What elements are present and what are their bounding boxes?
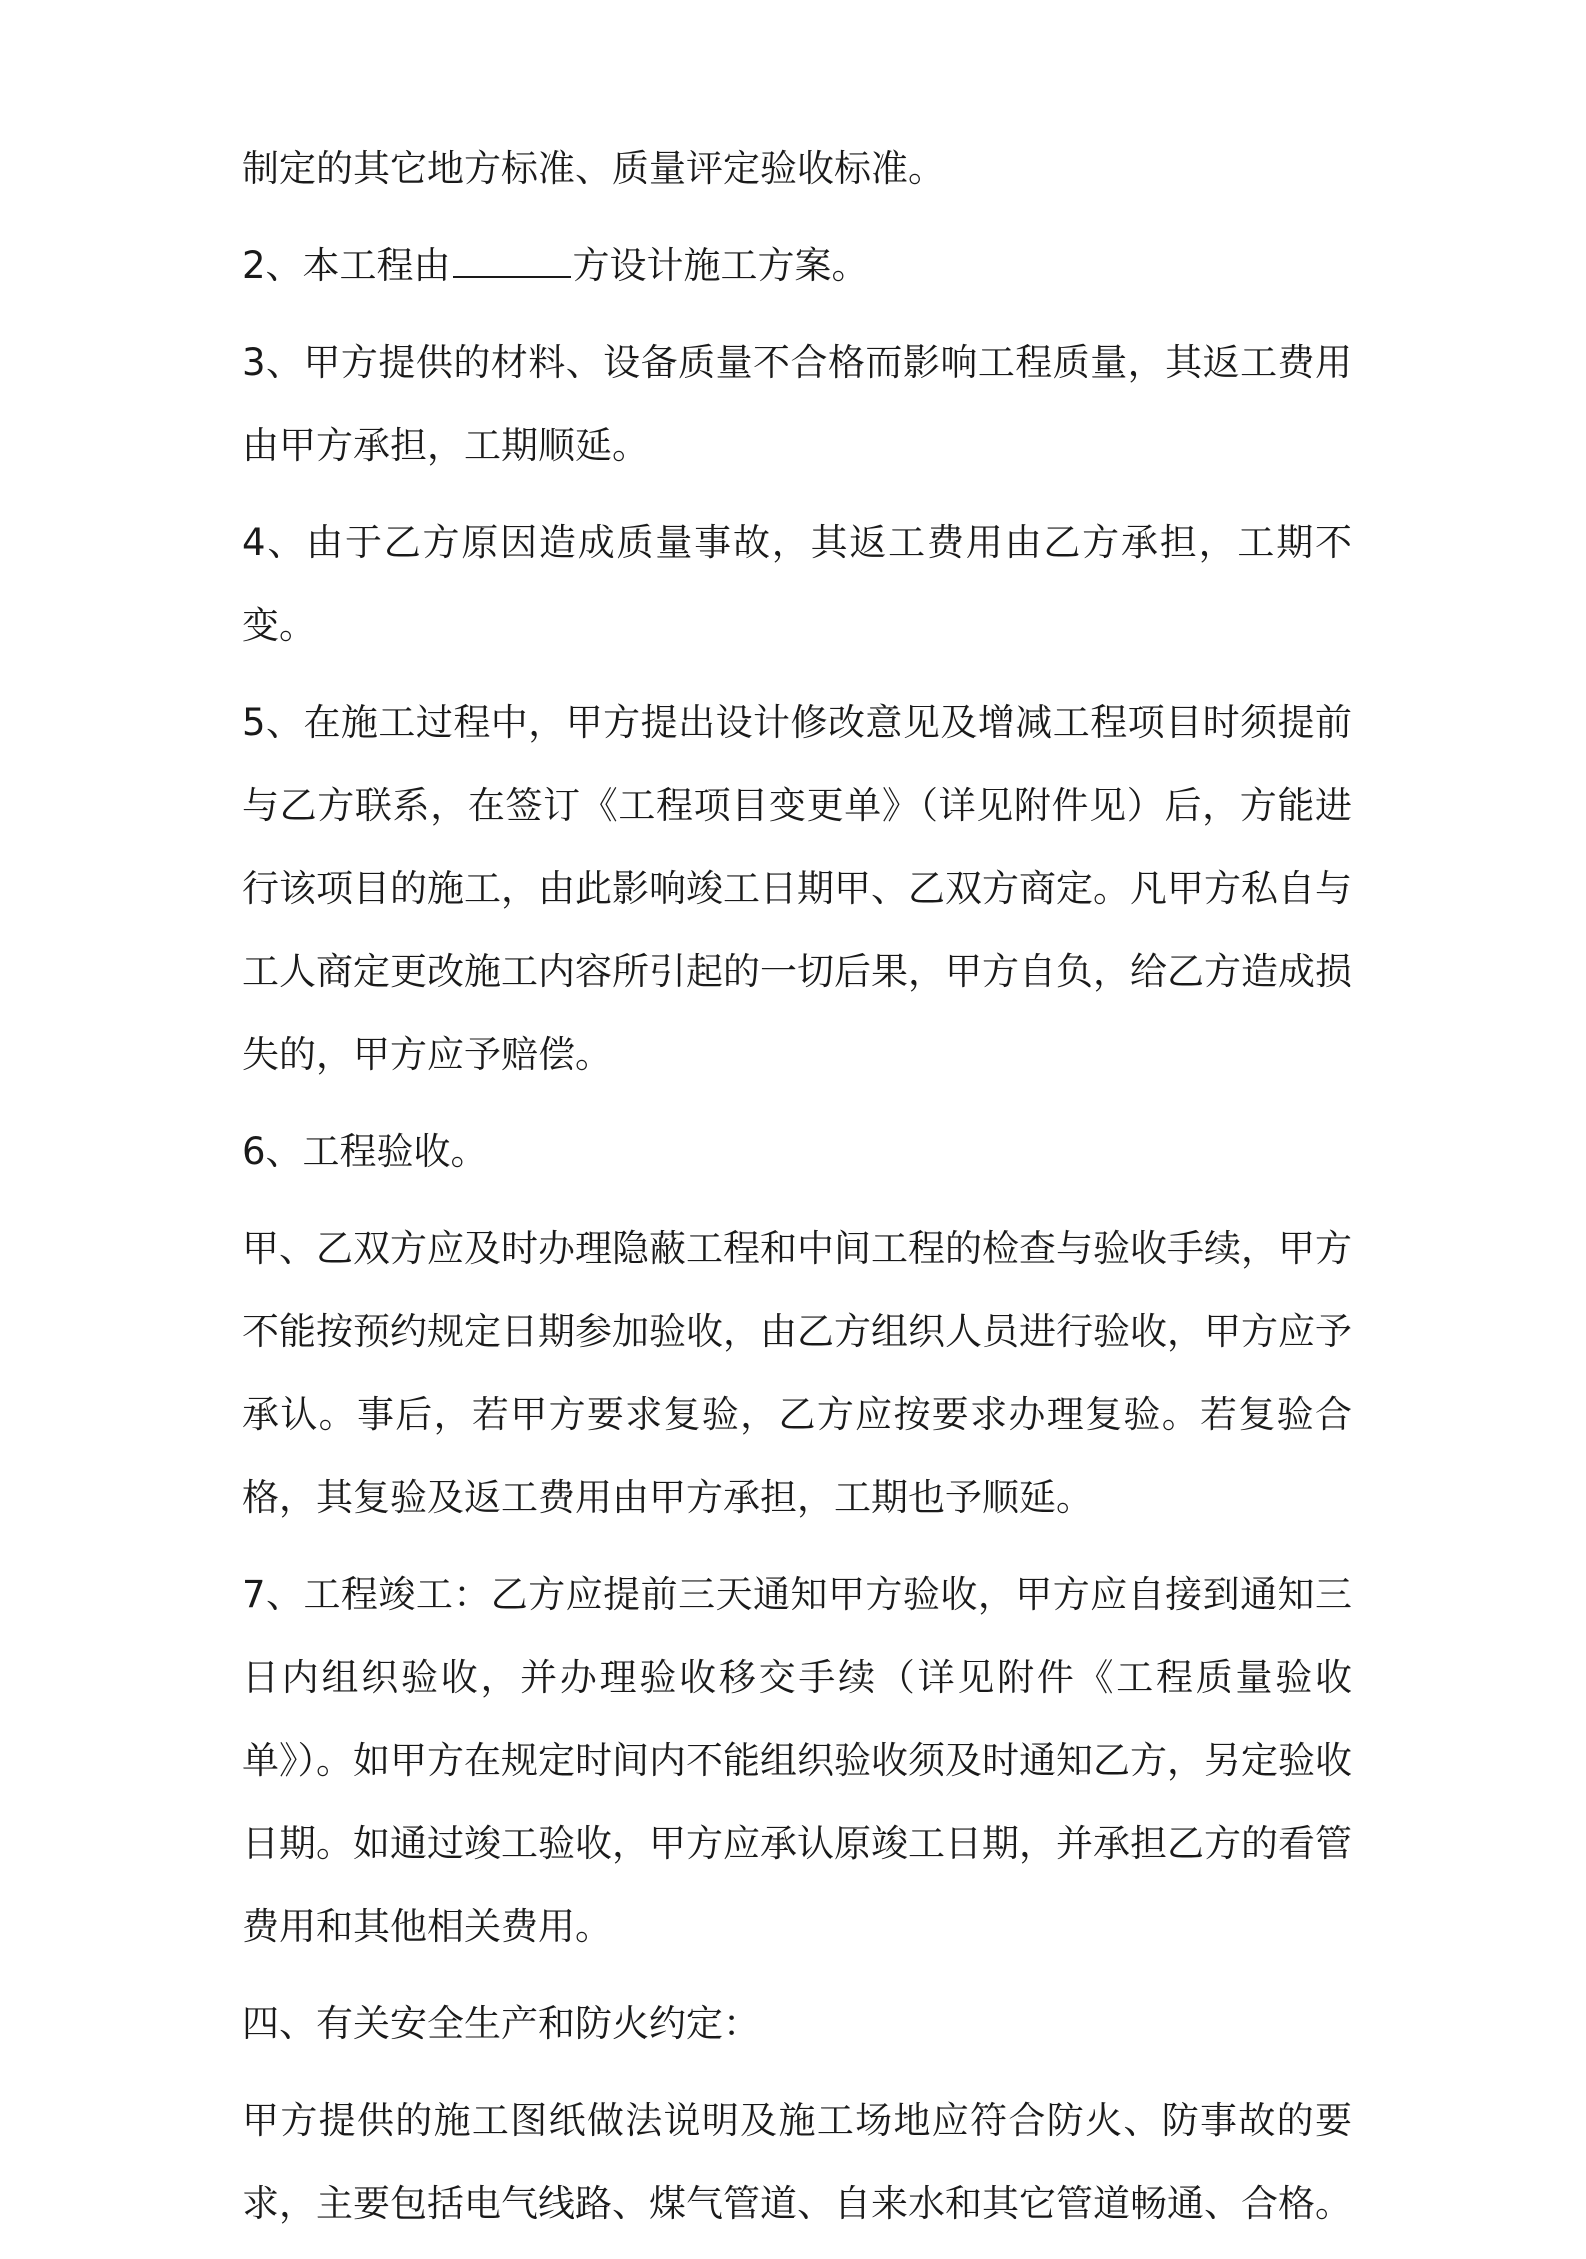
paragraph-acceptance-heading: 6、工程验收。 <box>242 1130 488 1173</box>
paragraph-completion: 7、工程竣工：乙方应提前三天通知甲方验收，甲方应自接到通知三日内组织验收，并办理验收移交手续（详见附件《工程质量验收单》）。如甲方在规定时间内不能组织验收须及时通知乙方，另定验收日期。如通过竣工验收，甲方应承认原竣工日期，并承担乙方的看管费用和其他相关费用。 <box>242 1573 1352 1948</box>
paragraph-design-change: 5、在施工过程中，甲方提出设计修改意见及增减工程项目时须提前与乙方联系，在签订《工程项目变更单》（详见附件见）后，方能进行该项目的施工，由此影响竣工日期甲、乙双方商定。凡甲方私自与工人商定更改施工内容所引起的一切后果，甲方自负，给乙方造成损失的，甲方应予赔偿。 <box>242 701 1352 1076</box>
paragraph-fire-safety: 甲方提供的施工图纸做法说明及施工场地应符合防火、防事故的要求，主要包括电气线路、煤气管道、自来水和其它管道畅通、合格。 <box>242 2099 1352 2225</box>
paragraph-material-quality: 3、甲方提供的材料、设备质量不合格而影响工程质量，其返工费用由甲方承担，工期顺延。 <box>242 341 1352 467</box>
paragraph-design-party-before: 2、本工程由 <box>242 244 451 287</box>
paragraph-design-party <box>242 224 1352 307</box>
paragraph-quality-accident: 4、由于乙方原因造成质量事故，其返工费用由乙方承担，工期不变。 <box>242 521 1352 647</box>
section-heading-safety: 四、有关安全生产和防火约定： <box>242 2002 760 2045</box>
fill-in-blank-party <box>453 246 571 278</box>
document-body <box>242 127 1352 2259</box>
paragraph-design-party-after: 方设计施工方案。 <box>572 244 869 287</box>
paragraph-standards-end: 制定的其它地方标准、质量评定验收标准。 <box>242 147 945 190</box>
paragraph-acceptance-procedure: 甲、乙双方应及时办理隐蔽工程和中间工程的检查与验收手续，甲方不能按预约规定日期参加验收，由乙方组织人员进行验收，甲方应予承认。事后，若甲方要求复验，乙方应按要求办理复验。若复验合格，其复验及返工费用由甲方承担，工期也予顺延。 <box>242 1227 1352 1519</box>
